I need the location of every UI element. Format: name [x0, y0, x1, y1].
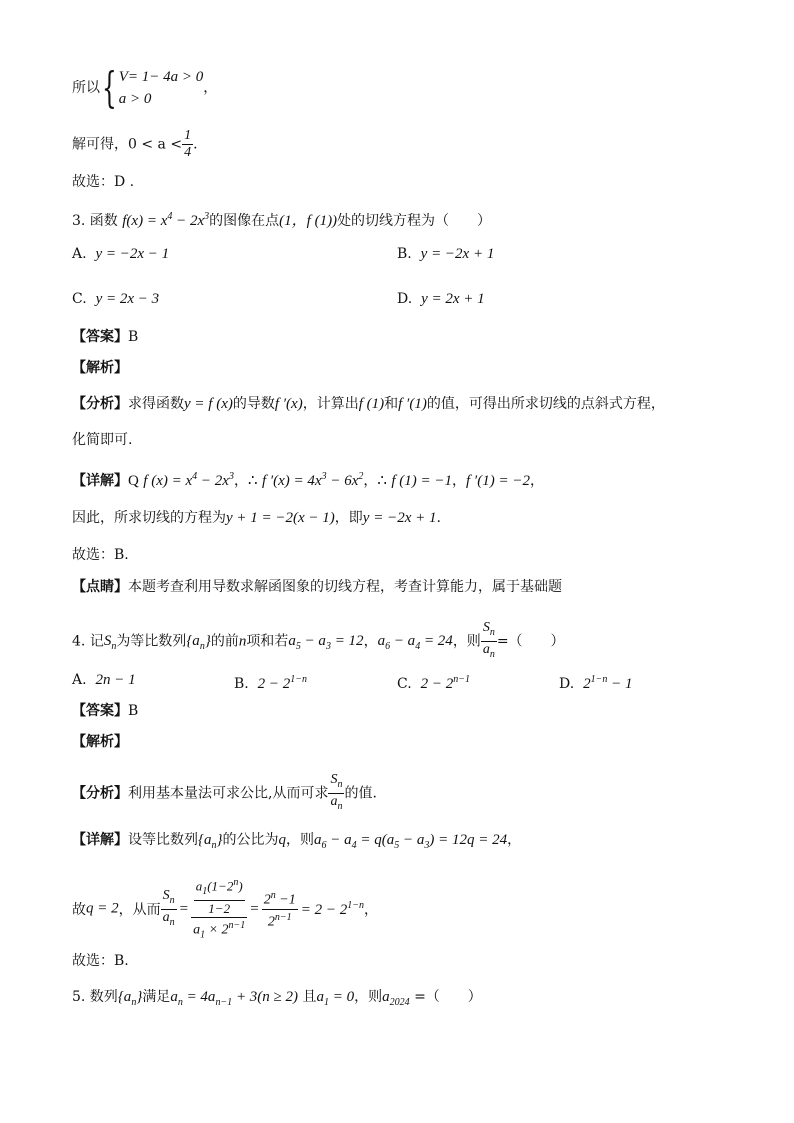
q4-ds-open: {a: [198, 832, 212, 848]
q4-detail-math: [314, 832, 508, 851]
q3-exp3: 3: [204, 211, 210, 222]
q3-detail: [72, 467, 544, 491]
q5-stem-c: 且: [298, 989, 317, 1005]
q4-bn-a: a: [195, 878, 203, 894]
q3-fenxi-m1: y = f (x): [184, 396, 233, 412]
q4-eq-sign-1: =: [179, 900, 189, 917]
q4-sol-frac1: [161, 888, 177, 931]
q3-because: Q: [128, 473, 139, 489]
q4-ff-s: S: [330, 772, 338, 787]
q3-minus: − 2x: [172, 213, 205, 229]
brace: {: [102, 63, 117, 112]
q3-option-d[interactable]: [397, 289, 485, 309]
system-eq-2: a > 0: [118, 91, 152, 107]
q3-d-s3: ，: [452, 473, 467, 489]
q4-eq1-s3: 3: [325, 641, 331, 653]
q4-eq2-s6: 6: [385, 641, 391, 653]
q3-stem-a: 3. 函数: [72, 213, 118, 229]
q4-an-close: }: [204, 633, 211, 650]
q4-d-label: D.: [559, 676, 575, 692]
q4-inner-frac: [194, 875, 245, 917]
q4-fenxi-tag: 【分析】: [72, 785, 128, 802]
q4-f3-num: [262, 888, 298, 910]
q4-res-e: 1−n: [347, 899, 364, 911]
q4-eq1-mid: − a: [300, 633, 326, 650]
q3-option-a[interactable]: [72, 244, 169, 264]
q3-fenxi-m3: f (1): [358, 396, 385, 412]
line-choose-d: 故选：D .: [72, 174, 135, 190]
q4-bigfrac-den: [191, 918, 247, 943]
q3-d-s2: ，: [363, 473, 378, 489]
q3-therefore-2: ∴: [377, 473, 387, 489]
q4-dm-s5: 5: [394, 840, 400, 851]
q4-bn-b: (1−2: [207, 878, 234, 894]
q3-concl-b: ，即: [334, 510, 363, 526]
frac-den: 4: [184, 145, 192, 160]
q4-detail-b: 的公比为: [222, 832, 279, 848]
q5-stem: [72, 987, 482, 1013]
q4-stem-f: =（ ）: [496, 633, 565, 650]
q4-sol-a: 故: [72, 902, 86, 919]
text-period: .: [193, 136, 198, 153]
q4-frac-sn: n: [489, 626, 495, 638]
q4-detail-tag: 【详解】: [72, 832, 128, 848]
q4-dm-a: a: [314, 832, 322, 848]
q4-detail-a: 设等比数列: [128, 832, 198, 848]
q4-option-d[interactable]: [559, 670, 632, 694]
q4-frac-a: a: [482, 641, 490, 657]
q4-f3-den: [262, 910, 298, 931]
q4-frac-s: S: [482, 620, 490, 635]
q4-eq2-s4: 4: [415, 641, 421, 653]
q4-eq1-s5: 5: [295, 641, 301, 653]
system-equations: [119, 66, 204, 110]
q4-detail-end: ，: [507, 832, 522, 848]
q4-dm-mid: − a: [326, 832, 352, 848]
q4-stem-e: ，则: [452, 633, 481, 650]
q5-set-close: }: [136, 989, 143, 1005]
q5-m3-s: 2024: [389, 997, 410, 1008]
q5-an-set: [117, 989, 143, 1008]
q4-b-text: [258, 676, 307, 692]
q4-bn-c: ): [238, 878, 243, 894]
q4-stem-b: 为等比数列: [116, 633, 187, 650]
q3-d-e3b: 3: [321, 471, 327, 482]
q4-ff-sn: n: [337, 778, 343, 790]
q5-stem-b: 满足: [142, 989, 171, 1005]
q4-fenxi-b: 的值.: [344, 785, 377, 802]
q3-fenxi-e: 的值，可得出所求切线的点斜式方程，: [426, 396, 665, 412]
q5-m3: a: [382, 989, 390, 1005]
q3-b-text: y = −2x + 1: [420, 246, 495, 262]
q3-d-s4: ，: [529, 473, 544, 489]
q4-fenxi: [72, 772, 377, 815]
q4-comma: ，: [363, 633, 378, 650]
q4-a-text: 2n − 1: [95, 672, 136, 688]
q4-an-n: n: [199, 641, 205, 653]
q3-concl-m2: y = −2x + 1: [362, 510, 437, 526]
q5-stem-d: ，则: [354, 989, 383, 1005]
q4-d-text: [583, 676, 632, 692]
q4-stem-c: 的前: [210, 633, 239, 650]
q3-d-text: y = 2x + 1: [421, 291, 485, 307]
q3-jiexi: 【解析】: [72, 360, 128, 376]
q3-detail-tag: 【详解】: [72, 473, 128, 489]
q3-dianjing-tag: 【点睛】: [72, 579, 128, 595]
q4-stem-d: 项和若: [246, 633, 289, 650]
q4-frac: [481, 620, 497, 663]
q4-fenxi-frac-num: [328, 772, 344, 794]
q3-c-text: y = 2x − 3: [95, 291, 160, 307]
q3-d-label: D.: [397, 291, 413, 307]
system-eq-1: V= 1− 4a > 0: [118, 69, 204, 85]
q4-detail-c: ，则: [286, 832, 314, 848]
q4-dm-r: = q(a: [356, 832, 395, 848]
q4-stem-a: 4. 记: [72, 633, 104, 650]
q4-bn-e: n: [233, 877, 239, 888]
q4-d-exp: 1−n: [590, 674, 608, 685]
q4-sn-n: n: [111, 641, 117, 653]
q3-d-e3: 3: [228, 471, 234, 482]
q3-fenxi-m4: f ′(1): [398, 396, 427, 412]
q4-choose: 故选：B.: [72, 953, 129, 969]
text-solve: 解可得，0 < a <: [72, 136, 183, 153]
q4-frac-den: [481, 642, 497, 663]
q4-jiexi: 【解析】: [72, 734, 128, 750]
q3-answer: [72, 327, 138, 347]
q5-m1-t: + 3(n ≥ 2): [232, 989, 299, 1005]
q3-stem: [72, 207, 491, 231]
fraction-quarter: [182, 128, 193, 161]
q3-fenxi-c: ，计算出: [302, 396, 359, 412]
q3-d-m2: f ′(x) = 4x: [261, 473, 322, 489]
q3-d-m2b: − 6x: [326, 473, 359, 489]
q4-stem: [72, 620, 565, 663]
q3-fenxi-tag: 【分析】: [72, 396, 128, 412]
q3-dianjing-text: 本题考查利用导数求解函图象的切线方程，考查计算能力，属于基础题: [128, 579, 562, 595]
q4-dm-r2: ) = 12q = 24: [429, 832, 508, 848]
q3-detail-m1: [143, 473, 234, 489]
q5-initial: [316, 989, 355, 1008]
frac-num: 1: [184, 128, 192, 143]
q4-sol-b: ，从而: [118, 902, 161, 919]
q3-stem-b: 的图像在点: [209, 213, 280, 229]
q4-option-c[interactable]: [397, 670, 470, 694]
q4-sn: [103, 633, 117, 653]
q4-fenxi-frac: [328, 772, 344, 815]
q4-bd-b: × 2: [205, 922, 229, 938]
q4-d-base: 2: [583, 676, 591, 692]
q4-ds-n: n: [211, 840, 217, 851]
q5-target: [382, 989, 410, 1008]
q4-eq1: [288, 633, 364, 653]
q5-set-open: {a: [117, 989, 132, 1005]
text-comma: ，: [203, 80, 218, 96]
q4-dm-s6: 6: [321, 840, 327, 851]
text-suoyi: 所以: [72, 80, 100, 96]
q3-exp4: 4: [167, 211, 173, 222]
q4-eq2-mid: − a: [390, 633, 416, 650]
q3-concl-a: 因此，所求切线的方程为: [72, 510, 226, 526]
q4-bigfrac-num: [191, 875, 247, 918]
q4-ff-a: a: [330, 793, 338, 809]
q5-m1: a: [170, 989, 178, 1005]
q4-detail: [72, 830, 521, 856]
line-solve: [72, 128, 198, 161]
q3-dianjing: [72, 577, 562, 597]
q4-eq2: [377, 633, 453, 653]
q5-set-n: n: [131, 997, 137, 1008]
q4-a-label: A.: [72, 672, 87, 688]
q3-option-c[interactable]: [72, 289, 159, 309]
q5-m2: a: [316, 989, 324, 1005]
q3-answer-value: B: [128, 329, 139, 345]
q4-c-text: [421, 676, 470, 692]
q3-a-label: A.: [72, 246, 87, 262]
q4-nvar: n: [238, 633, 247, 650]
q4-option-a[interactable]: [72, 670, 136, 690]
q3-d-e4: 4: [192, 471, 198, 482]
q3-d-m4: f ′(1) = −2: [466, 473, 530, 489]
q3-therefore: ∴: [247, 473, 258, 489]
q4-inner-num: [194, 875, 245, 901]
q4-sol-f1-den: [161, 910, 177, 931]
q4-result: [300, 899, 364, 918]
q4-sf1-an: n: [169, 916, 175, 928]
q4-answer-value: B: [128, 703, 139, 719]
q4-fenxi-frac-den: [328, 794, 344, 815]
q4-sol-f1-num: [161, 888, 177, 910]
q4-rn-e: n: [270, 890, 276, 902]
q4-c-exp: n−1: [453, 674, 470, 685]
q4-sf1-a: a: [162, 909, 170, 925]
q3-fenxi-2: 化简即可.: [72, 432, 133, 448]
q3-fenxi-b: 的导数: [232, 396, 275, 412]
q4-sol-q: q = 2: [86, 900, 119, 917]
q4-rn: 2: [263, 892, 271, 908]
q4-bd-a: a: [193, 922, 201, 938]
q4-solution: [72, 875, 378, 943]
q4-ds-close: }: [216, 832, 223, 848]
q3-concl-m1: y + 1 = −2(x − 1): [226, 510, 335, 526]
q4-bd-e: n−1: [228, 919, 246, 931]
q3-stem-c: 处的切线方程为（ ）: [337, 213, 492, 229]
q3-d-e2: 2: [358, 471, 364, 482]
q3-conclusion: [72, 508, 441, 528]
q4-answer: [72, 701, 138, 721]
q4-b-base: 2 − 2: [257, 676, 291, 692]
q3-fenxi-d: 和: [384, 396, 399, 412]
line-system: [72, 63, 218, 112]
q4-b-exp: 1−n: [290, 674, 308, 685]
q4-eq1-r: = 12: [330, 633, 364, 650]
q3-answer-tag: 【答案】: [72, 329, 128, 345]
q4-eq-sign-2: =: [250, 900, 259, 917]
q4-dm-s3: 3: [424, 840, 430, 851]
q4-answer-tag: 【答案】: [72, 703, 128, 719]
q5-m2-s: 1: [324, 997, 329, 1008]
q5-stem-a: 5. 数列: [72, 989, 118, 1005]
q5-stem-e: =（ ）: [409, 989, 482, 1005]
q3-function: [122, 213, 209, 229]
q3-d-m1b: − 2x: [197, 473, 229, 489]
q3-point: (1，f (1)): [279, 213, 338, 229]
q5-m1-n: n: [177, 997, 183, 1008]
q4-eq2-r: = 24: [420, 633, 453, 650]
q4-frac-an: n: [489, 648, 495, 660]
q4-dm-mid2: − a: [399, 832, 425, 848]
q4-d-tail: − 1: [607, 676, 633, 692]
q4-sol-bigfrac: [191, 875, 247, 943]
q4-sol-end: ，: [363, 902, 378, 919]
q3-concl-c: .: [436, 510, 441, 526]
q3-option-b[interactable]: [397, 244, 494, 264]
q3-detail-m2: [262, 473, 363, 489]
q4-option-b[interactable]: [234, 670, 307, 694]
q4-eq2-a: a: [377, 633, 386, 650]
q4-an-open: {a: [186, 633, 200, 650]
q4-bn-1: 1: [202, 885, 208, 897]
q3-b-label: B.: [397, 246, 412, 262]
q3-a-text: y = −2x − 1: [95, 246, 170, 262]
q4-bd-1: 1: [200, 929, 206, 941]
q3-fenxi: [72, 394, 665, 414]
q4-fenxi-a: 利用基本量法可求公比,从而可求: [128, 785, 329, 802]
q3-d-m1: f (x) = x: [143, 473, 193, 489]
q5-recurrence: [170, 989, 299, 1008]
q4-eq1-a: a: [288, 633, 296, 650]
q4-sn-s: S: [103, 633, 112, 650]
q4-c-base: 2 − 2: [420, 676, 454, 692]
q4-sf1-n: n: [169, 894, 175, 906]
q4-sf1-s: S: [162, 887, 170, 903]
q4-b-label: B.: [234, 676, 249, 692]
q4-ff-an: n: [337, 800, 343, 812]
q3-fx: f(x) = x: [122, 213, 168, 229]
q4-res: = 2 − 2: [300, 901, 348, 918]
q4-rd-e: n−1: [274, 911, 292, 923]
q4-rd: 2: [267, 914, 275, 930]
q4-rn-t: −1: [275, 892, 296, 908]
q4-frac-num: [481, 620, 497, 642]
q4-detail-set: [198, 832, 223, 851]
q4-inner-den: 1−2: [208, 900, 231, 916]
q5-m1-r: = 4a: [182, 989, 216, 1005]
q4-q: q: [278, 832, 286, 848]
q4-c-label: C.: [397, 676, 412, 692]
q4-sol-frac3: [262, 888, 298, 930]
q3-d-s1: ，: [233, 473, 248, 489]
q3-c-label: C.: [72, 291, 87, 307]
q5-m1-s: n−1: [215, 997, 233, 1008]
q4-dm-s4: 4: [351, 840, 357, 851]
q3-fenxi-m2: f ′(x): [274, 396, 303, 412]
q3-choose: 故选：B.: [72, 547, 129, 563]
q5-m2-r: = 0: [329, 989, 355, 1005]
q4-an-set: [186, 633, 211, 653]
q3-fenxi-a: 求得函数: [128, 396, 184, 412]
q3-d-m3: f (1) = −1: [391, 473, 453, 489]
